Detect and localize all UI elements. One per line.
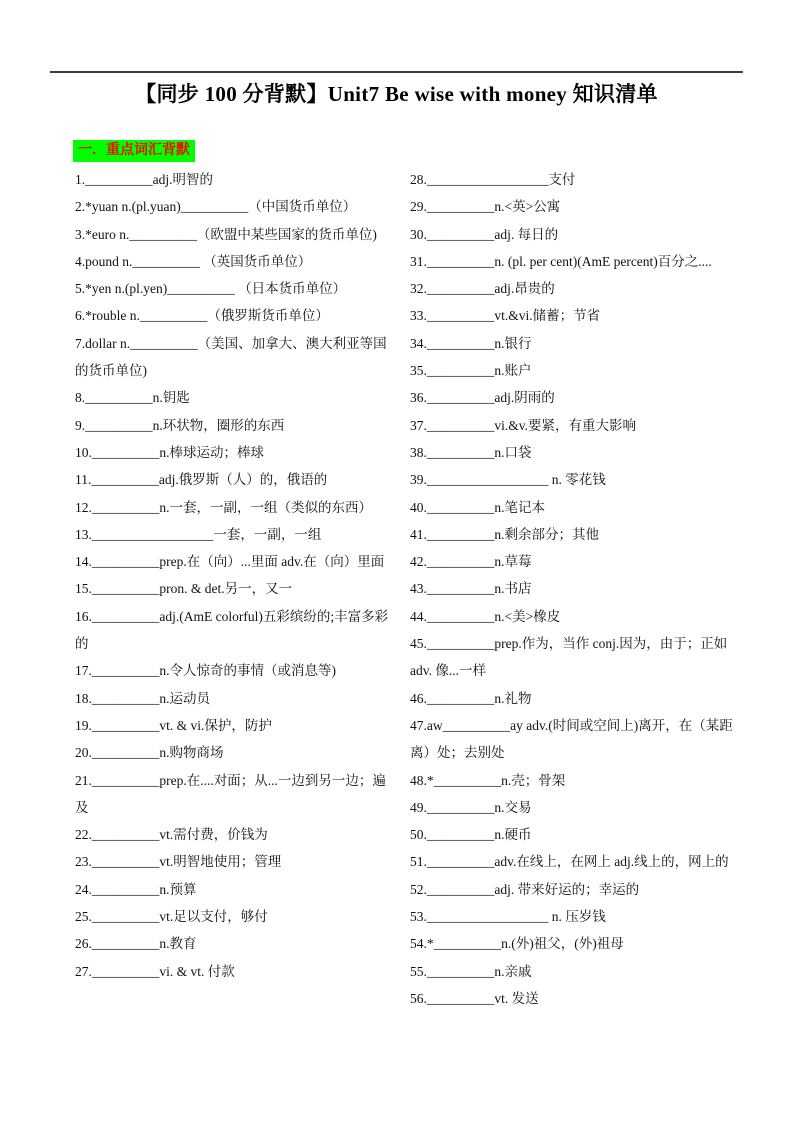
vocab-item: 36.__________adj.阴雨的	[410, 390, 555, 406]
vocab-item: 21.__________prep.在....对面；从...一边到另一边；遍及	[75, 772, 386, 815]
vocab-item: 6.*rouble n.__________（俄罗斯货币单位）	[75, 308, 329, 324]
vocab-item: 55.__________n.亲戚	[410, 963, 532, 979]
vocab-item: 12.__________n.一套，一副，一组（类似的东西）	[75, 499, 372, 515]
vocab-item: 41.__________n.剩余部分；其他	[410, 526, 599, 542]
vocab-item: 37.__________vi.&v.要紧，有重大影响	[410, 417, 636, 433]
vocab-item: 23.__________vt.明智地使用；管理	[75, 854, 282, 870]
vocab-item: 34.__________n.银行	[410, 335, 532, 351]
vocab-item: 51.__________adv.在线上，在网上 adj.线上的，网上的	[410, 854, 729, 870]
vocab-item: 28.__________________支付	[410, 172, 576, 187]
vocab-item: 54.*__________n.(外)祖父，(外)祖母	[410, 936, 624, 952]
vocab-item: 48.*__________n.壳；骨架	[410, 772, 566, 788]
vocab-item: 33.__________vt.&vi.储蓄；节省	[410, 308, 601, 324]
vocab-item: 43.__________n.书店	[410, 581, 532, 597]
vocab-item: 27.__________vi. & vt. 付款	[75, 963, 235, 979]
vocab-item: 45.__________prep.作为，当作 conj.因为，由于；正如 adv. 像...一样	[410, 636, 728, 679]
vocab-item: 4.pound n.__________ （英国货币单位）	[75, 253, 312, 269]
vocab-item: 11.__________adj.俄罗斯（人）的，俄语的	[75, 472, 328, 488]
vocab-item: 14.__________prep.在（向）...里面 adv.在（向）里面	[75, 554, 385, 570]
vocab-item: 47.aw__________ay adv.(时间或空间上)离开，在（某距离）处；去别处	[410, 717, 733, 761]
vocab-item: 19.__________vt. & vi.保护，防护	[75, 717, 272, 733]
vocab-item: 42.__________n.草莓	[410, 554, 532, 570]
vocab-item: 13.__________________一套，一副，一组	[75, 526, 322, 542]
vocab-column-left	[75, 166, 397, 985]
vocab-item: 25.__________vt.足以支付，够付	[75, 909, 268, 925]
vocab-item: 56.__________vt. 发送	[410, 990, 539, 1006]
vocab-item: 20.__________n.购物商场	[75, 745, 224, 761]
vocab-item: 24.__________n.预算	[75, 881, 197, 897]
vocab-item: 15.__________pron. & det.另一，又一	[75, 581, 293, 597]
vocab-item: 49.__________n.交易	[410, 799, 532, 815]
vocab-item: 16.__________adj.(AmE colorful)五彩缤纷的;丰富多彩的	[75, 608, 389, 652]
vocab-item: 17.__________n.令人惊奇的事情（或消息等)	[75, 663, 336, 679]
vocab-item: 30.__________adj. 每日的	[410, 226, 559, 242]
vocab-item: 22.__________vt.需付费，价钱为	[75, 827, 268, 843]
vocab-item: 44.__________n.<美>橡皮	[410, 608, 561, 624]
vocab-item: 32.__________adj.昂贵的	[410, 281, 555, 297]
vocab-item: 2.*yuan n.(pl.yuan)__________（中国货币单位）	[75, 199, 357, 215]
vocab-item: 29.__________n.<英>公寓	[410, 199, 561, 215]
vocab-column-right	[410, 166, 748, 1012]
section-header: 一．重点词汇背默	[73, 140, 195, 162]
header-rule	[50, 71, 743, 73]
vocab-item: 46.__________n.礼物	[410, 690, 532, 706]
vocab-item: 53.__________________ n. 压岁钱	[410, 909, 606, 925]
document-title: 【同步 100 分背默】Unit7 Be wise with money 知识清单	[135, 82, 658, 106]
vocab-item: 3.*euro n.__________（欧盟中某些国家的货币单位)	[75, 226, 377, 242]
vocab-item: 40.__________n.笔记本	[410, 499, 545, 515]
vocab-item: 50.__________n.硬币	[410, 827, 532, 843]
vocab-item: 9.__________n.环状物，圈形的东西	[75, 417, 285, 433]
vocab-item: 7.dollar n.__________（美国、加拿大、澳大利亚等国的货币单位)	[75, 335, 387, 379]
vocab-item: 1.__________adj.明智的	[75, 172, 213, 187]
vocab-item: 26.__________n.教育	[75, 936, 197, 952]
vocab-item: 31.__________n. (pl. per cent)(AmE percent)百分之....	[410, 253, 712, 269]
vocab-item: 5.*yen n.(pl.yen)__________ （日本货币单位）	[75, 281, 347, 297]
vocab-item: 8.__________n.钥匙	[75, 390, 190, 406]
vocab-item: 39.__________________ n. 零花钱	[410, 472, 606, 488]
vocab-item: 35.__________n.账户	[410, 363, 532, 379]
vocab-item: 52.__________adj. 带来好运的；幸运的	[410, 881, 640, 897]
vocab-item: 10.__________n.棒球运动；棒球	[75, 444, 264, 460]
vocab-item: 38.__________n.口袋	[410, 444, 532, 460]
vocab-item: 18.__________n.运动员	[75, 690, 210, 706]
